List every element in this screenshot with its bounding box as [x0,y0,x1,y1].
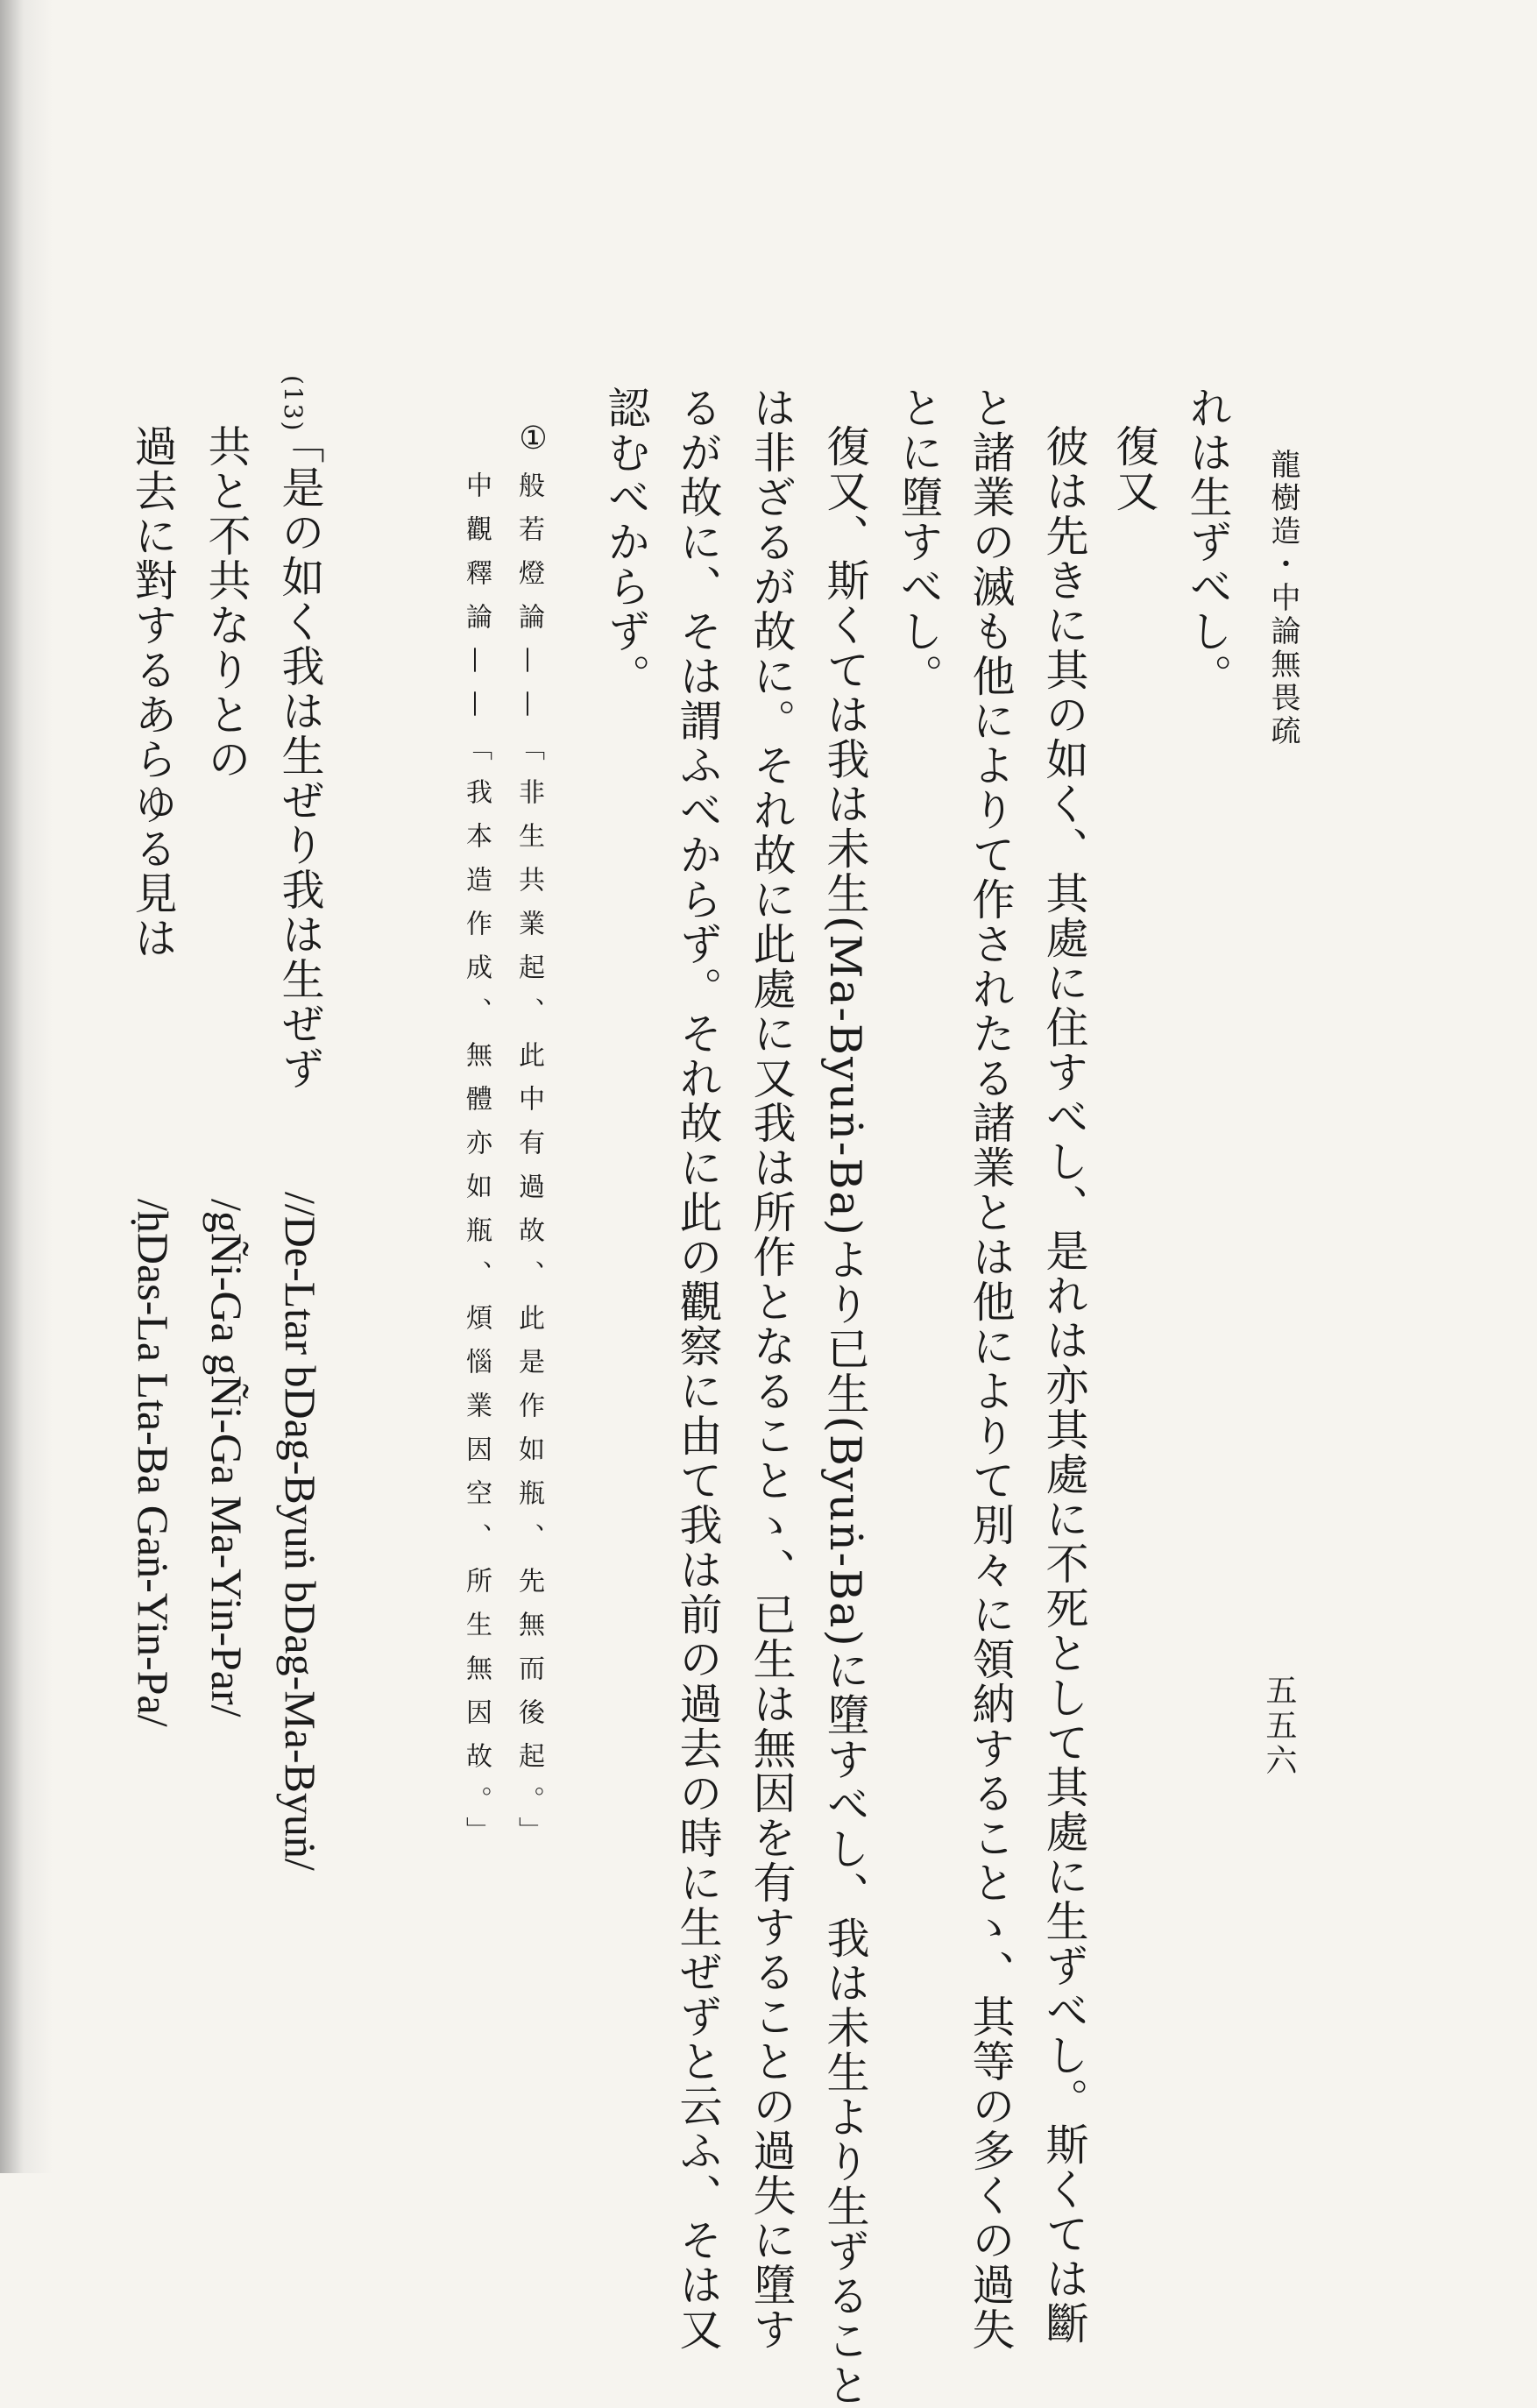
footnote-marker: ① [515,421,551,458]
footnote-line: 中觀釋論——「我本造作成、無體亦如瓶、煩惱業因空、所生無因故。」 [461,471,492,1860]
verse-tibetan-line: //De-Ltar bDag-Byuṅ bDag-Ma-Byuṅ/ [276,1192,325,1871]
footnote-line: 般若燈論——「非生共業起、此中有過故、此是作如瓶、先無而後起。」 [514,471,544,1860]
body-line: 復又 [1109,424,1159,513]
verse-japanese-line: 共と不共なりとの [202,424,251,782]
body-line: 彼は先きに其の如く、其處に住すべし、是れは亦其處に不死として其處に生ずべし。斯くては斷 [1039,424,1089,2346]
body-line: るが故に、そは謂ふべからず。それ故に此の觀察に由て我は前の過去の時に生ぜずと云ふ、そは又 [673,386,723,2352]
page-number: 五五六 [1261,1674,1297,1779]
body-line: 認むべからず。 [601,386,651,698]
body-line: とに墮すべし。 [894,386,944,698]
verse-tibetan-line: /gÑi-Ga gÑi-Ga Ma-Yin-Par/ [202,1199,251,1717]
body-line: 復又、斯くては我は未生(Ma-Byuṅ-Ba)より已生(Byuṅ-Ba)に墮すべし、我は未生より生ずること [820,424,870,2408]
page-edge-shadow [0,0,53,2173]
verse-japanese-line: 過去に對するあらゆる見は [128,424,178,960]
running-title: 龍樹造・中論無畏疏 [1265,449,1300,748]
body-line: は非ざるが故に。それ故に此處に又我は所作となることゝ、已生は無因を有することの過失に墮す [747,386,797,2352]
body-line: と諸業の滅も他によりて作されたる諸業とは他によりて別々に領納することゝ、其等の多くの過失 [966,386,1016,2352]
verse-tibetan-line: /ḥDas-La Lta-Ba Gaṅ-Yin-Pa/ [129,1199,178,1727]
verse-number: (13) [279,375,308,433]
body-line: れは生ずべし。 [1183,386,1233,698]
verse-japanese-line: 「是の如く我は生ぜり我は生ぜず [275,421,325,1091]
